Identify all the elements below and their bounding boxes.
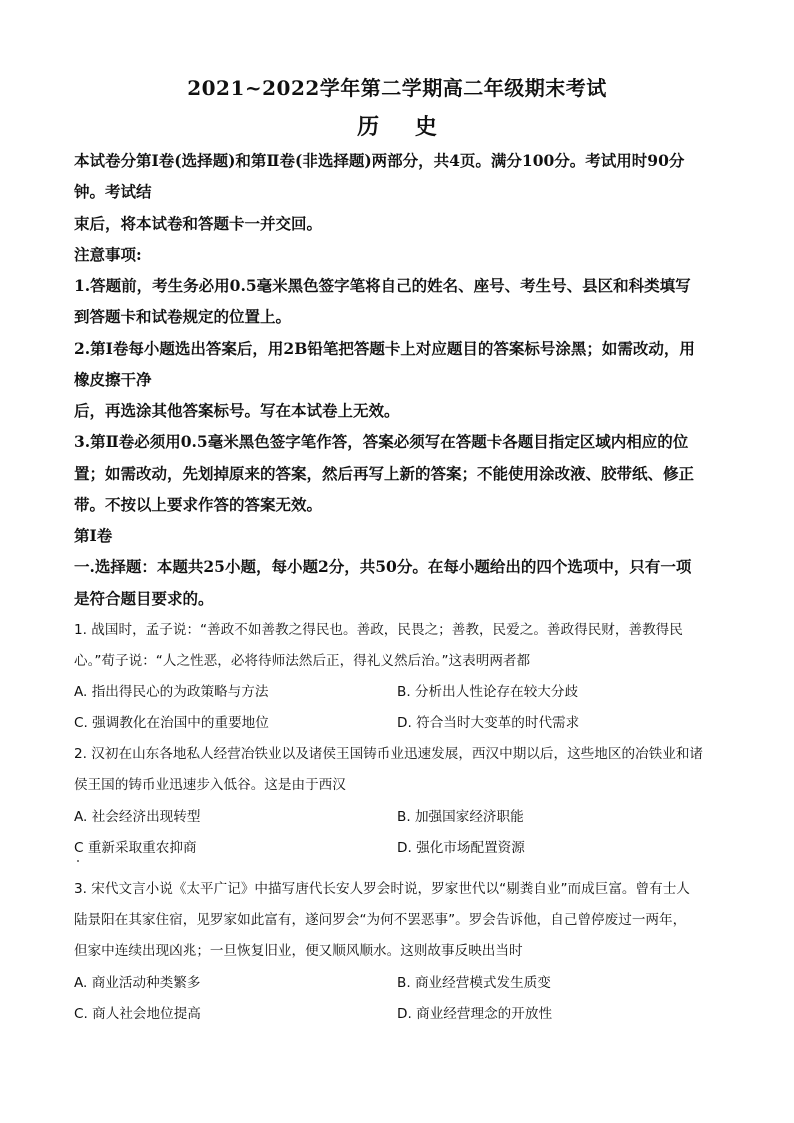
option-c: C 重新采取重农抑商 bbox=[74, 840, 197, 856]
exam-title: 2021~2022学年第二学期高二年级期末考试 bbox=[187, 76, 607, 100]
note-line: 置；如需改动，先划掉原来的答案，然后再写上新的答案；不能使用涂改液、胶带纸、修正 bbox=[74, 464, 695, 483]
note-line: 橡皮擦干净 bbox=[74, 370, 152, 389]
section-heading: 是符合题目要求的。 bbox=[74, 589, 214, 608]
section-heading: 一.选择题：本题共25小题，每小题2分，共50分。在每小题给出的四个选项中，只有一项 bbox=[74, 557, 692, 576]
intro-line: 钟。考试结 bbox=[74, 182, 152, 201]
question-stem: 1. 战国时，孟子说：“善政不如善教之得民也。善政，民畏之；善教，民爱之。善政得民财，善教得民 bbox=[74, 622, 683, 638]
option-c: C. 强调教化在治国中的重要地位 bbox=[74, 715, 269, 731]
question-stem: 3. 宋代文言小说《太平广记》中描写唐代长安人罗会时说，罗家世代以“剔粪自业”而成巨富。曾有士人 bbox=[74, 881, 690, 897]
option-b: B. 加强国家经济职能 bbox=[397, 809, 524, 825]
note-line: 2.第Ⅰ卷每小题选出答案后，用2B铅笔把答题卡上对应题目的答案标号涂黑；如需改动，用 bbox=[74, 339, 695, 358]
option-d: D. 商业经营理念的开放性 bbox=[397, 1006, 553, 1022]
question-stem: 心。”荀子说：“人之性恶，必将待师法然后正，得礼义然后治。”这表明两者都 bbox=[74, 653, 531, 669]
question-stem: 2. 汉初在山东各地私人经营冶铁业以及诸侯王国铸币业迅速发展，西汉中期以后，这些地区的冶铁业和诸 bbox=[74, 746, 704, 762]
option-b: B. 商业经营模式发生质变 bbox=[397, 975, 551, 991]
option-d: D. 强化市场配置资源 bbox=[397, 840, 525, 856]
option-c: C. 商人社会地位提高 bbox=[74, 1006, 201, 1022]
intro-line: 本试卷分第Ⅰ卷(选择题)和第Ⅱ卷(非选择题)两部分，共4页。满分100分。考试用时90分 bbox=[74, 151, 685, 170]
intro-line: 束后，将本试卷和答题卡一并交回。 bbox=[74, 214, 323, 233]
note-line: 到答题卡和试卷规定的位置上。 bbox=[74, 307, 292, 326]
option-a: A. 指出得民心的为政策略与方法 bbox=[74, 684, 269, 700]
stray-mark bbox=[77, 860, 79, 862]
question-stem: 侯王国的铸币业迅速步入低谷。这是由于西汉 bbox=[74, 777, 346, 793]
note-line: 带。不按以上要求作答的答案无效。 bbox=[74, 495, 323, 514]
note-line: 后，再选涂其他答案标号。写在本试卷上无效。 bbox=[74, 401, 400, 420]
question-stem: 陆景阳在其家住宿，见罗家如此富有，遂问罗会“为何不罢恶事”。罗会告诉他，自己曾停废过一两年， bbox=[74, 912, 687, 928]
part-label: 第Ⅰ卷 bbox=[74, 526, 113, 545]
option-a: A. 社会经济出现转型 bbox=[74, 809, 201, 825]
note-line: 3.第Ⅱ卷必须用0.5毫米黑色签字笔作答，答案必须写在答题卡各题目指定区域内相应的位 bbox=[74, 432, 689, 451]
question-stem: 但家中连续出现凶兆；一旦恢复旧业，便又顺风顺水。这则故事反映出当时 bbox=[74, 943, 523, 959]
subject-title: 历 史 bbox=[357, 114, 451, 140]
notes-title: 注意事项: bbox=[74, 245, 142, 264]
option-b: B. 分析出人性论存在较大分歧 bbox=[397, 684, 579, 700]
option-a: A. 商业活动种类繁多 bbox=[74, 975, 201, 991]
option-d: D. 符合当时大变革的时代需求 bbox=[397, 715, 580, 731]
note-line: 1.答题前，考生务必用0.5毫米黑色签字笔将自己的姓名、座号、考生号、县区和科类填写 bbox=[74, 276, 691, 295]
